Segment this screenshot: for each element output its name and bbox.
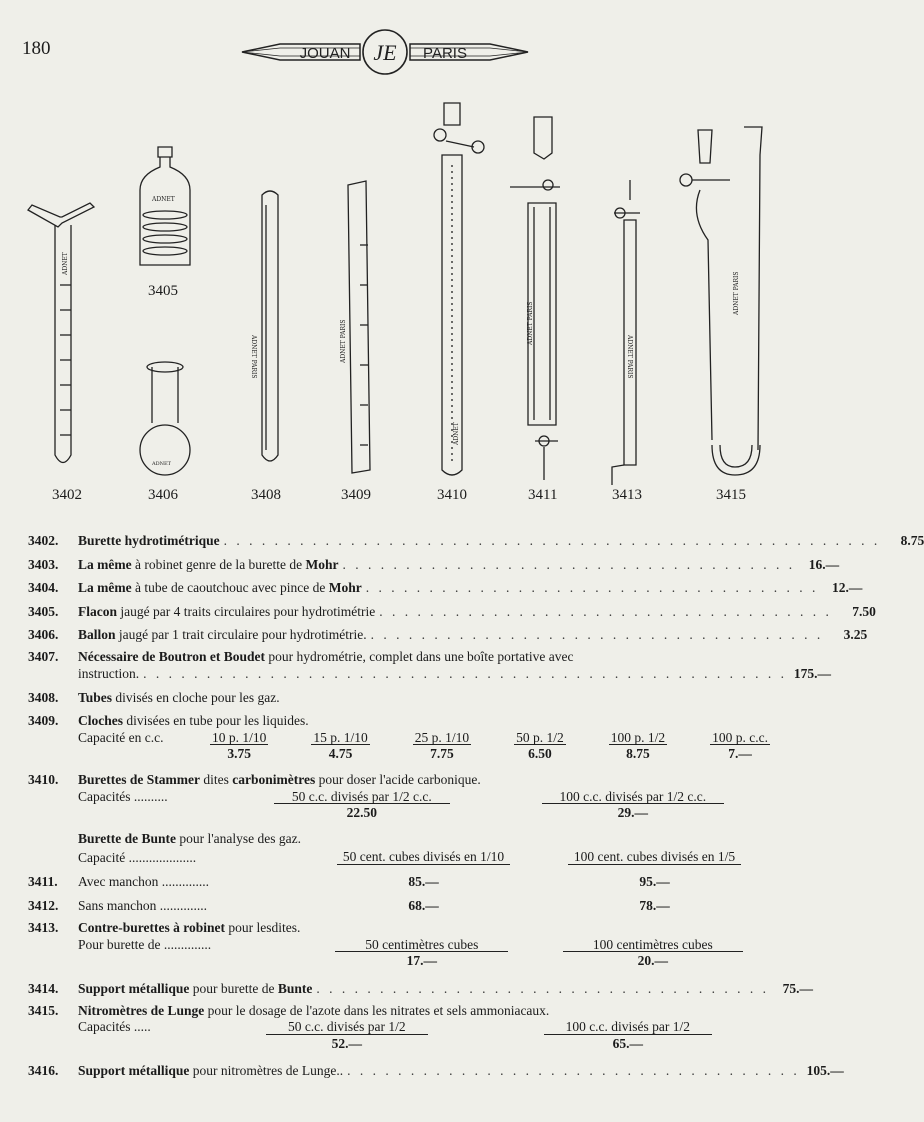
- capacity-cell: 15 p. 1/10 4.75: [313, 729, 368, 761]
- figure-3413-drawing: [612, 180, 640, 485]
- svg-text:ADNET: ADNET: [453, 422, 460, 445]
- capacity-cell: 100 c.c. divisés par 1/2 c.c. 29.—: [542, 790, 725, 820]
- list-item: 3408. Tubes divisés en cloche pour les gaz.: [28, 689, 280, 705]
- svg-text:ADNET PARIS: ADNET PARIS: [626, 335, 633, 379]
- price: 16.—: [808, 556, 840, 572]
- capacity-table-3415: Capacités ..... 50 c.c. divisés par 1/2 52.— 100 c.c. divisés par 1/2 65.—: [28, 1020, 770, 1054]
- capacity-cell: 50 c.c. divisés par 1/2 52.—: [266, 1020, 428, 1050]
- list-item: 3403. La même à robinet genre de la burette de Mohr . . . . . . . . . . . . . . . . . . . . . . . . . . . . . . . . . . . . 16.—: [28, 556, 840, 572]
- figure-label-3406: 3406: [148, 487, 178, 503]
- list-item: 3404. La même à tube de caoutchouc avec pince de Mohr . . . . . . . . . . . . . . . . . . . . . . . . . . . . . . . . . . . . 12.—: [28, 580, 863, 595]
- figure-3410-drawing: [434, 103, 484, 475]
- capacity-table-3413: Pour burette de .............. 50 centimètres cubes 17.— 100 centimètres cubes 20.—: [28, 938, 770, 972]
- price: 8.75: [900, 533, 924, 548]
- svg-text:PARIS: PARIS: [423, 45, 467, 62]
- svg-text:JE: JE: [373, 40, 397, 65]
- capacity-cell: 10 p. 1/10 3.75: [212, 729, 267, 761]
- capacity-table-3409: Capacité en c.c. 10 p. 1/10 3.75 15 p. 1/10 4.75 25 p. 1/10 7.75 50 p. 1/2 6.50 100 p. 1/2 8.75 100 p. c.c. 7.—: [78, 729, 768, 761]
- figure-label-3415: 3415: [716, 487, 746, 503]
- list-item: 3406. Ballon jaugé par 1 trait circulaire pour hydrotimétrie. . . . . . . . . . . . . . . . . . . . . . . . . . . . . . . . . . . . . 3.25: [28, 627, 868, 642]
- figure-label-3409: 3409: [341, 487, 371, 503]
- list-item: 3413. Contre-burettes à robinet pour lesdites.: [28, 920, 301, 935]
- svg-text:ADNET PARIS: ADNET PARIS: [733, 271, 740, 315]
- price: 7.50: [852, 603, 876, 619]
- svg-text:ADNET: ADNET: [62, 252, 69, 275]
- figure-3406-drawing: [140, 362, 190, 475]
- figure-3405-drawing: [140, 147, 190, 265]
- svg-text:ADNET PARIS: ADNET PARIS: [250, 335, 257, 379]
- capacity-cell: 25 p. 1/10 7.75: [414, 729, 470, 761]
- list-item: Burette de Bunte pour l'analyse des gaz.: [78, 831, 302, 846]
- figure-label-3402: 3402: [52, 487, 82, 503]
- list-item: 3409. Cloches divisées en tube pour les liquides.: [28, 713, 309, 728]
- svg-text:ADNET PARIS: ADNET PARIS: [340, 319, 347, 363]
- figure-label-3408: 3408: [251, 487, 281, 503]
- capacity-cell: 50 centimètres cubes 17.—: [335, 938, 508, 968]
- figure-3402-drawing: [28, 203, 94, 463]
- price: 105.—: [806, 1063, 844, 1078]
- svg-text:ADNET: ADNET: [152, 196, 175, 203]
- catalogue-list: [28, 524, 924, 1078]
- capacity-cell: 50 p. 1/2 6.50: [516, 729, 564, 761]
- figure-label-3413: 3413: [612, 487, 642, 503]
- figure-label-3410: 3410: [437, 487, 467, 503]
- list-item: 3416. Support métallique pour nitromètres de Lunge.. . . . . . . . . . . . . . . . . . . . . . . . . . . . . . . . . . . . . 105.—: [28, 1063, 844, 1078]
- price: 175.—: [793, 666, 831, 681]
- capacity-header-bunte: Capacité .................... 50 cent. cubes divisés en 1/10 100 cent. cubes divisés en 1/5: [28, 846, 770, 865]
- list-item: 3415. Nitromètres de Lunge pour le dosage de l'azote dans les nitrates et sels ammoniacaux.: [28, 1002, 550, 1018]
- price: 3.25: [843, 627, 868, 642]
- figure-label-3411: 3411: [528, 487, 558, 503]
- list-item: 3414. Support métallique pour burette de Bunte . . . . . . . . . . . . . . . . . . . . . . . . . . . . . . . . . . . . 75.—: [28, 980, 813, 996]
- capacity-cell: 50 c.c. divisés par 1/2 c.c. 22.50: [274, 790, 450, 820]
- list-item: 3402. Burette hydrotimétrique . . . . . . . . . . . . . . . . . . . . . . . . . . . . . . . . . . . . . . . . . . . . . . . . . . . . 8.75: [28, 533, 924, 548]
- capacity-cell: 100 p. 1/2 8.75: [610, 729, 666, 761]
- page-number: 180: [22, 38, 51, 59]
- figure-3415-drawing: [680, 127, 762, 475]
- capacity-cell: 100 centimètres cubes 20.—: [563, 938, 743, 968]
- figure-label-3405: 3405: [148, 283, 178, 299]
- figure-3409-drawing: [340, 181, 370, 473]
- price: 12.—: [832, 580, 863, 595]
- list-item: 3411. Avec manchon .............. 85.— 95.—: [28, 874, 670, 889]
- list-item: 3412. Sans manchon .............. 68.— 78.—: [28, 898, 670, 913]
- figure-3411-drawing: [510, 117, 560, 480]
- capacity-cell: 100 p. c.c. 7.—: [712, 729, 768, 761]
- price: 75.—: [782, 980, 813, 996]
- figures-area: [0, 95, 800, 515]
- jouan-paris-logo: [240, 26, 530, 78]
- capacity-table-3410: Capacités .......... 50 c.c. divisés par 1/2 c.c. 22.50 100 c.c. divisés par 1/2 c.c. 29.—: [28, 790, 770, 824]
- list-item: 3405. Flacon jaugé par 4 traits circulaires pour hydrotimétrie . . . . . . . . . . . . . . . . . . . . . . . . . . . . . . . . . . . . 7.50: [28, 603, 876, 619]
- list-item: 3407. Nécessaire de Boutron et Boudet pour hydrométrie, complet dans une boîte portative avec: [28, 649, 574, 664]
- svg-text:ADNET PARIS: ADNET PARIS: [527, 301, 534, 345]
- capacity-cell: 100 c.c. divisés par 1/2 65.—: [544, 1020, 712, 1050]
- figure-3408-drawing: [250, 191, 278, 461]
- svg-text:JOUAN: JOUAN: [299, 45, 351, 62]
- list-item-continuation: instruction. . . . . . . . . . . . . . . . . . . . . . . . . . . . . . . . . . . . . . . . . . . . . . . . . . . . 175.—: [78, 666, 831, 681]
- svg-text:ADNET: ADNET: [152, 461, 171, 467]
- list-item: 3410. Burettes de Stammer dites carbonimètres pour doser l'acide carbonique.: [28, 772, 481, 787]
